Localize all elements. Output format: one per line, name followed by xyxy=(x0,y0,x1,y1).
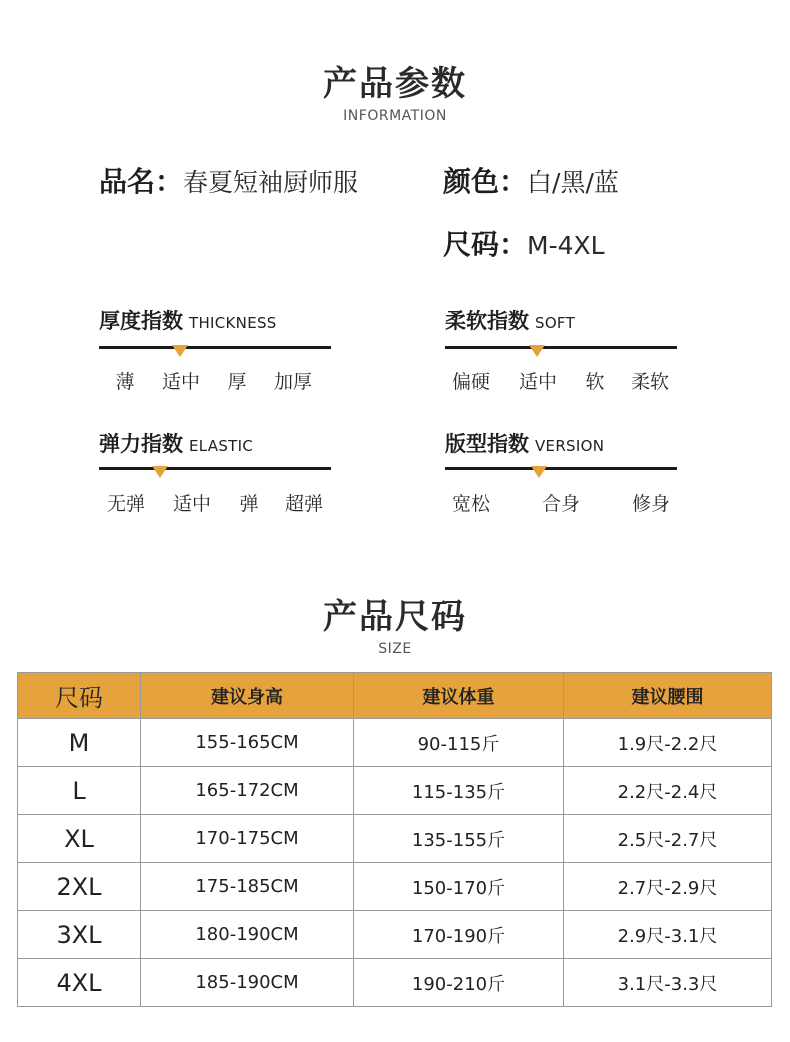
cell-weight: 115-135斤 xyxy=(354,767,564,815)
indicator-soft-option: 软 xyxy=(585,371,605,393)
cell-waist: 1.9尺-2.2尺 xyxy=(564,719,772,767)
indicator-thickness-name: 厚度指数 xyxy=(99,309,183,333)
product-size-value: M-4XL xyxy=(527,231,605,260)
cell-waist: 2.2尺-2.4尺 xyxy=(564,767,772,815)
indicator-soft-en: SOFT xyxy=(535,314,576,332)
cell-weight: 190-210斤 xyxy=(354,959,564,1007)
cell-waist: 2.7尺-2.9尺 xyxy=(564,863,772,911)
cell-size: 3XL xyxy=(18,911,141,959)
header-weight: 建议体重 xyxy=(354,673,564,719)
cell-height: 185-190CM xyxy=(141,959,354,1007)
header-size: 尺码 xyxy=(18,673,141,719)
indicator-elastic-marker-icon xyxy=(152,466,168,478)
indicator-elastic-name: 弹力指数 xyxy=(99,432,183,456)
product-color-row xyxy=(443,160,619,200)
product-name-value: 春夏短袖厨师服 xyxy=(183,168,359,197)
indicator-elastic xyxy=(99,428,253,458)
cell-size: XL xyxy=(18,815,141,863)
cell-waist: 2.9尺-3.1尺 xyxy=(564,911,772,959)
size-table xyxy=(17,672,772,1007)
cell-size: 2XL xyxy=(18,863,141,911)
indicator-soft-name: 柔软指数 xyxy=(445,309,529,333)
indicator-soft-option: 柔软 xyxy=(630,371,670,393)
indicator-thickness xyxy=(99,305,277,335)
cell-height: 170-175CM xyxy=(141,815,354,863)
product-name-row xyxy=(99,160,358,200)
indicator-soft-option: 偏硬 xyxy=(451,371,491,393)
indicator-thickness-title xyxy=(99,305,277,335)
indicator-elastic-option: 适中 xyxy=(172,493,212,515)
table-row xyxy=(18,767,772,815)
indicator-elastic-title xyxy=(99,428,253,458)
indicator-thickness-marker-icon xyxy=(172,345,188,357)
product-color-label: 颜色： xyxy=(443,165,528,198)
cell-size: M xyxy=(18,719,141,767)
indicator-version-option: 修身 xyxy=(631,493,671,515)
indicator-version xyxy=(445,428,604,458)
indicator-soft-option: 适中 xyxy=(518,371,558,393)
indicator-thickness-option: 厚 xyxy=(227,371,247,393)
indicator-version-name: 版型指数 xyxy=(445,432,529,456)
indicator-version-en: VERSION xyxy=(535,437,605,455)
cell-waist: 3.1尺-3.3尺 xyxy=(564,959,772,1007)
indicator-version-option: 合身 xyxy=(541,493,581,515)
product-size-label: 尺码： xyxy=(443,228,528,261)
indicator-elastic-option: 无弹 xyxy=(106,493,146,515)
indicator-soft xyxy=(445,305,575,335)
cell-size: 4XL xyxy=(18,959,141,1007)
table-row xyxy=(18,911,772,959)
indicator-elastic-scale xyxy=(99,467,331,470)
table-row xyxy=(18,719,772,767)
indicator-soft-scale xyxy=(445,346,677,349)
product-size-row xyxy=(443,223,605,263)
cell-height: 155-165CM xyxy=(141,719,354,767)
table-row xyxy=(18,815,772,863)
indicator-elastic-option: 弹 xyxy=(239,493,259,515)
cell-weight: 150-170斤 xyxy=(354,863,564,911)
info-section-title: 产品参数 xyxy=(323,64,467,104)
indicator-thickness-option: 适中 xyxy=(161,371,201,393)
size-section-title: 产品尺码 xyxy=(323,597,467,637)
cell-height: 180-190CM xyxy=(141,911,354,959)
product-color-value: 白/黑/蓝 xyxy=(527,168,619,197)
indicator-version-scale xyxy=(445,467,677,470)
cell-waist: 2.5尺-2.7尺 xyxy=(564,815,772,863)
indicator-thickness-scale xyxy=(99,346,331,349)
cell-weight: 135-155斤 xyxy=(354,815,564,863)
indicator-version-title xyxy=(445,428,604,458)
cell-height: 175-185CM xyxy=(141,863,354,911)
cell-height: 165-172CM xyxy=(141,767,354,815)
cell-weight: 170-190斤 xyxy=(354,911,564,959)
size-section-subtitle: SIZE xyxy=(378,641,412,657)
product-name-label: 品名： xyxy=(99,165,184,198)
info-section-subtitle: INFORMATION xyxy=(343,108,447,124)
indicator-soft-marker-icon xyxy=(529,345,545,357)
cell-weight: 90-115斤 xyxy=(354,719,564,767)
indicator-thickness-option: 加厚 xyxy=(273,371,313,393)
header-waist: 建议腰围 xyxy=(564,673,772,719)
indicator-version-option: 宽松 xyxy=(451,493,491,515)
cell-size: L xyxy=(18,767,141,815)
table-row xyxy=(18,959,772,1007)
indicator-elastic-en: ELASTIC xyxy=(189,437,254,455)
indicator-thickness-en: THICKNESS xyxy=(189,314,277,332)
table-row xyxy=(18,863,772,911)
header-height: 建议身高 xyxy=(141,673,354,719)
indicator-soft-title xyxy=(445,305,575,335)
indicator-elastic-option: 超弹 xyxy=(284,493,324,515)
indicator-thickness-option: 薄 xyxy=(115,371,135,393)
indicator-version-marker-icon xyxy=(531,466,547,478)
size-table-header xyxy=(18,673,772,719)
